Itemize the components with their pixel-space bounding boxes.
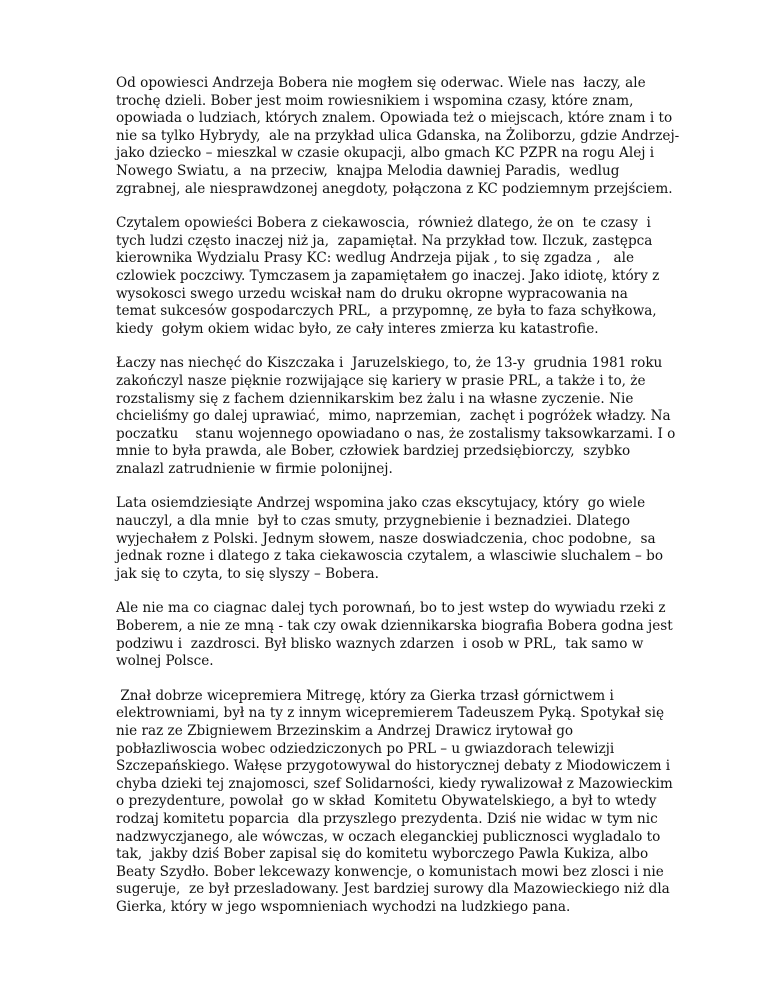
text-line: Znał dobrze wicepremiera Mitregę, który za Gierka trzasł górnictwem i	[116, 687, 614, 704]
text-line: zakończyl nasze pięknie rozwijające się kariery w prasie PRL, a także i to, że	[116, 372, 646, 389]
text-line: nie sa tylko Hybrydy, ale na przykład ulica Gdanska, na Żoliborzu, gdzie Andrzej-	[116, 127, 680, 144]
paragraph	[116, 495, 672, 583]
document-body	[116, 75, 680, 934]
text-line: Nowego Swiatu, a na przeciw, knajpa Melodia dawniej Paradis, wedlug	[116, 162, 620, 179]
text-line: nadzwyczjanego, ale wówczas, w oczach eleganckiej publicznosci wygladalo to	[116, 828, 661, 845]
text-line: czlowiek poczciwy. Tymczasem ja zapamiętałem go inaczej. Jako idiotę, który z	[116, 267, 660, 284]
text-line: nauczyl, a dla mnie był to czas smuty, przygnebienie i beznadziei. Dlatego	[116, 513, 631, 530]
paragraph	[116, 75, 680, 198]
text-line: wysokosci swego urzedu wciskał nam do druku okropne wypracowania na	[116, 285, 628, 302]
paragraph	[116, 215, 672, 338]
text-line: o prezydenture, powolał go w skład Komitetu Obywatelskiego, a był to wtedy	[116, 793, 657, 810]
text-line: wolnej Polsce.	[116, 653, 214, 670]
text-line: podziwu i zazdrosci. Był blisko waznych zdarzen i osob w PRL, tak samo w	[116, 635, 644, 652]
text-line: elektrowniami, był na ty z innym wicepremierem Tadeuszem Pyką. Spotykał się	[116, 705, 665, 722]
text-line: jak się to czyta, to się slyszy – Bobera.	[116, 565, 379, 582]
text-line: jako dziecko – mieszkal w czasie okupacji, albo gmach KC PZPR na rogu Alej i	[116, 145, 655, 162]
text-line: mnie to była prawda, ale Bober, człowiek bardziej przedsiębiorczy, szybko	[116, 443, 631, 460]
text-line: wyjechałem z Polski. Jednym słowem, nasze doswiadczenia, choc podobne, sa	[116, 530, 656, 547]
text-line: rodzaj komitetu poparcia dla przyszlego prezydenta. Dziś nie widac w tym nic	[116, 810, 658, 827]
text-line: kiedy gołym okiem widac było, ze cały interes zmierza ku katastrofie.	[116, 320, 599, 337]
text-line: tych ludzi często inaczej niż ja, zapamiętał. Na przykład tow. Ilczuk, zastępca	[116, 232, 653, 249]
text-line: Boberem, a nie ze mną - tak czy owak dziennikarska biografia Bobera godna jest	[116, 618, 673, 635]
text-line: jednak rozne i dlatego z taka ciekawoscia czytalem, a wlasciwie sluchalem – bo	[116, 548, 664, 565]
text-line: pobłazliwoscia wobec odziedziczonych po PRL – u gwiazdorach telewizji	[116, 740, 615, 757]
text-line: Czytalem opowieści Bobera z ciekawoscia, również dlatego, że on te czasy i	[116, 215, 651, 232]
text-line: nie raz ze Zbigniewem Brzezinskim a Andrzej Drawicz irytował go	[116, 723, 574, 739]
text-line: trochę dzieli. Bober jest moim rowiesnikiem i wspomina czasy, które znam,	[116, 92, 634, 109]
text-line: sugeruje, ze był przesladowany. Jest bardziej surowy dla Mazowieckiego niż dla	[116, 881, 670, 898]
text-line: chyba dzieki tej znajomosci, szef Solidarności, kiedy rywalizował z Mazowieckim	[116, 775, 673, 792]
text-line: chcieliśmy go dalej uprawiać, mimo, naprzemian, zachęt i pogróżek władzy. Na	[116, 408, 671, 425]
paragraph	[116, 688, 672, 917]
text-line: Ale nie ma co ciagnac dalej tych porownań, bo to jest wstep do wywiadu rzeki z	[116, 600, 666, 617]
text-line: opowiada o ludziach, których znalem. Opowiada też o miejscach, które znam i to	[116, 110, 673, 127]
text-line: zgrabnej, ale niesprawdzonej anegdoty, połączona z KC podziemnym przejściem.	[116, 180, 673, 197]
paragraph	[116, 355, 676, 478]
text-line: rozstalismy się z fachem dziennikarskim bez żalu i na własne zyczenie. Nie	[116, 390, 634, 407]
paragraph	[116, 600, 672, 670]
text-line: Od opowiesci Andrzeja Bobera nie mogłem się oderwac. Wiele nas łaczy, ale	[116, 75, 646, 91]
text-line: poczatku stanu wojennego opowiadano o nas, że zostalismy taksowkarzami. I o	[116, 425, 676, 442]
text-line: Lata osiemdziesiąte Andrzej wspomina jako czas ekscytujacy, który go wiele	[116, 495, 646, 512]
text-line: Łaczy nas niechęć do Kiszczaka i Jaruzelskiego, to, że 13-y grudnia 1981 roku	[116, 355, 663, 372]
text-line: temat sukcesów gospodarczych PRL, a przypomnę, ze była to faza schyłkowa,	[116, 303, 657, 320]
text-line: tak, jakby dziś Bober zapisal się do komitetu wyborczego Pawla Kukiza, albo	[116, 846, 649, 863]
text-line: Szczepańskiego. Wałęse przygotowywal do historycznej debaty z Miodowiczem i	[116, 758, 671, 775]
text-line: Gierka, który w jego wspomnieniach wychodzi na ludzkiego pana.	[116, 898, 571, 915]
text-line: znalazl zatrudnienie w firmie polonijnej.	[116, 460, 393, 477]
text-line: Beaty Szydło. Bober lekcewazy konwencje, o komunistach mowi bez zlosci i nie	[116, 863, 664, 880]
text-line: kierownika Wydzialu Prasy KC: wedlug Andrzeja pijak , to się zgadza , ale	[116, 250, 635, 267]
